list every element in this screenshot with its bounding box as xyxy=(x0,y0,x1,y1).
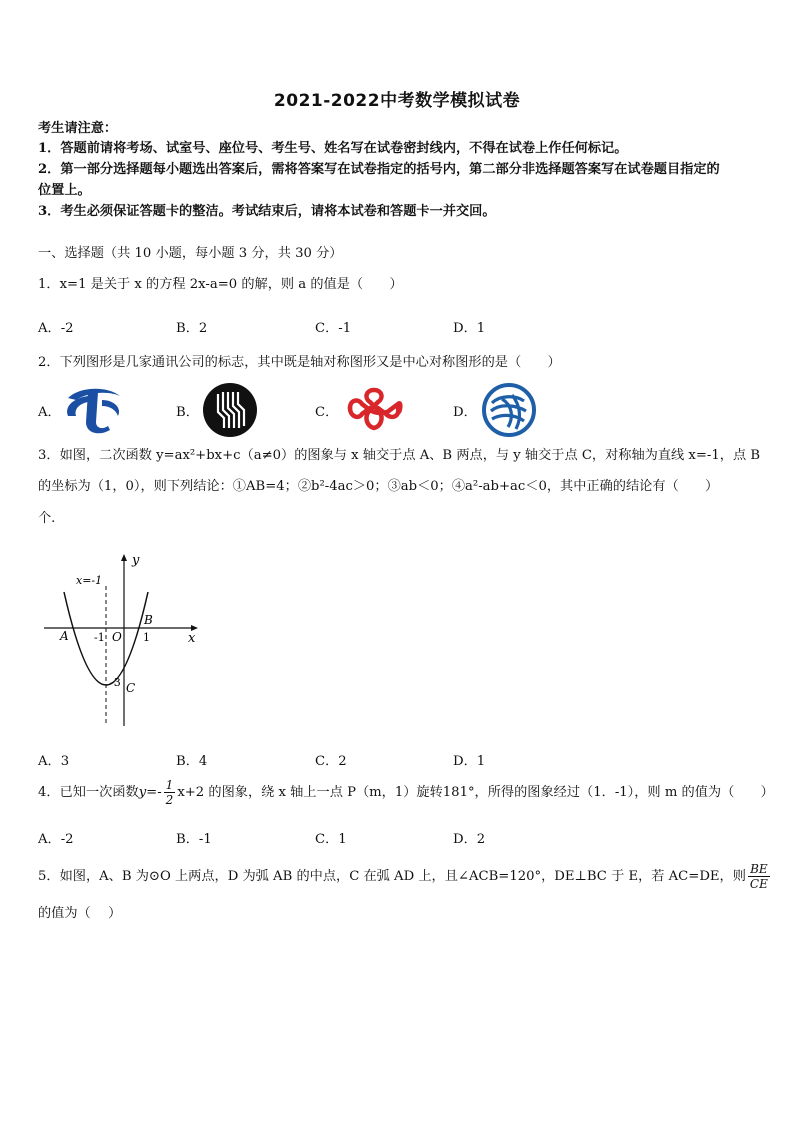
q4-part-1: 4．已知一次函数 xyxy=(38,785,139,800)
question-5-line-1 xyxy=(38,858,772,896)
q4-fraction-numerator: 1 xyxy=(165,778,174,792)
q3-option-a: A．3 xyxy=(38,754,70,769)
page-title: 2021-2022中考数学模拟试卷 xyxy=(273,91,521,111)
question-3-line-2: 的坐标为（1，0），则下列结论：①AB=4；②b²-4ac＞0；③ab＜0；④a²-ab+ac＜0，其中正确的结论有（ ） xyxy=(38,479,719,494)
q4-option-d: D．2 xyxy=(453,832,486,847)
section-heading: 一、选择题（共 10 小题，每小题 3 分，共 30 分） xyxy=(38,246,343,261)
q4-option-a: A．-2 xyxy=(38,832,74,847)
x-axis-label: x xyxy=(188,631,196,646)
china-mobile-logo-icon xyxy=(482,383,536,437)
q2-option-d-label: D． xyxy=(453,405,477,420)
china-unicom-knot-logo-icon xyxy=(342,384,406,436)
notice-item-3: 3．考生必须保证答题卡的整洁。考试结束后，请将本试卷和答题卡一并交回。 xyxy=(38,204,496,219)
tick-1-label: 1 xyxy=(143,631,150,644)
notice-item-2-cont: 位置上。 xyxy=(38,183,91,198)
q3-option-b: B．4 xyxy=(176,754,208,769)
notice-heading: 考生请注意： xyxy=(38,121,118,136)
q1-option-c: C．-1 xyxy=(315,321,352,336)
q4-option-b: B．-1 xyxy=(176,832,212,847)
point-a-label: A xyxy=(60,629,69,643)
parabola-graph xyxy=(40,548,204,730)
y-axis-arrow xyxy=(121,554,127,561)
question-2-stem: 2．下列图形是几家通讯公司的标志，其中既是轴对称图形又是中心对称图形的是（ ） xyxy=(38,355,561,370)
question-3-line-1: 3．如图，二次函数 y=ax²+bx+c（a≠0）的图象与 x 轴交于点 A、B 两点，与 y 轴交于点 C，对称轴为直线 x=-1，点 B xyxy=(38,448,761,463)
q1-option-d: D．1 xyxy=(453,321,486,336)
origin-label: O xyxy=(112,630,122,644)
y-axis-label: y xyxy=(132,553,140,568)
q2-option-b-label: B． xyxy=(176,405,199,420)
point-c-label: C xyxy=(126,681,136,695)
question-1-stem: 1．x=1 是关于 x 的方程 2x-a=0 的解，则 a 的值是（ ） xyxy=(38,277,403,292)
q3-option-c: C．2 xyxy=(315,754,347,769)
q4-part-2: x+2 的图象，绕 x 轴上一点 P（m，1）旋转181°，所得的图象经过（1．-1），则 m 的值为（ ） xyxy=(177,785,774,800)
q4-option-c: C．1 xyxy=(315,832,347,847)
q3-option-d: D．1 xyxy=(453,754,486,769)
q4-fraction-denominator: 2 xyxy=(165,793,174,807)
striped-circle-logo-icon xyxy=(202,382,258,438)
q5-fraction-numerator: BE xyxy=(748,862,770,877)
china-telecom-logo-icon xyxy=(62,382,126,434)
q2-option-c-label: C． xyxy=(315,405,339,420)
notice-item-2: 2．第一部分选择题每小题选出答案后，需将答案写在试卷指定的括号内，第二部分非选择题答案写在试卷题目指定的 xyxy=(38,162,720,177)
symmetry-label: x=-1 xyxy=(76,574,103,587)
notice-item-1: 1．答题前请将考场、试室号、座位号、考生号、姓名写在试卷密封线内，不得在试卷上作任何标记。 xyxy=(38,141,628,156)
tick-neg3-label: -3 xyxy=(110,676,121,689)
q1-option-a: A．-2 xyxy=(38,321,74,336)
q5-fraction-denominator: CE xyxy=(749,877,768,891)
q5-text: 5．如图，A、B 为⊙O 上两点，D 为弧 AB 的中点，C 在弧 AD 上，且∠ACB=120°，DE⊥BC 于 E，若 AC=DE，则 xyxy=(38,869,746,884)
question-3-line-3: 个. xyxy=(38,511,56,526)
tick-neg1-label: -1 xyxy=(94,631,105,644)
question-4-stem xyxy=(38,774,774,812)
q2-option-a-label: A． xyxy=(38,405,61,420)
q4-y-eq: y=- xyxy=(138,785,162,800)
q4-fraction xyxy=(164,778,176,807)
q5-fraction xyxy=(748,862,770,891)
point-b-label: B xyxy=(144,613,153,627)
question-5-line-2: 的值为（ ） xyxy=(38,906,122,921)
q1-option-b: B．2 xyxy=(176,321,208,336)
